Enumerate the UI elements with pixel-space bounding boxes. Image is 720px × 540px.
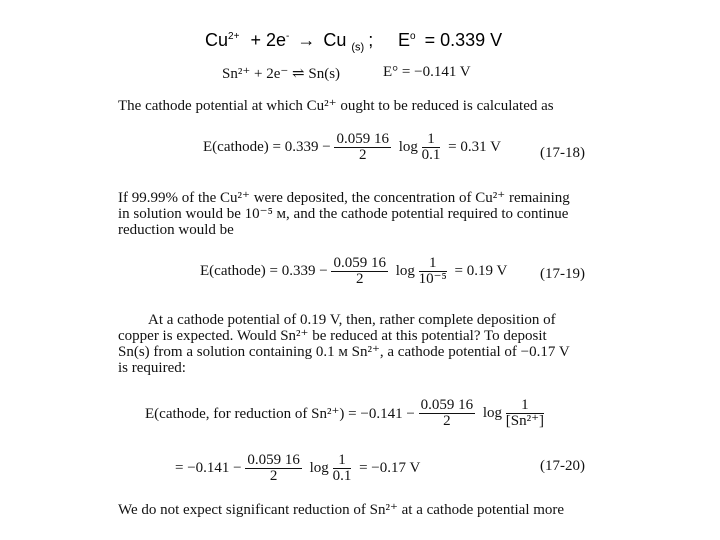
product-state: (s) xyxy=(351,41,365,54)
log-numerator: 1 xyxy=(422,132,441,148)
eq-lhs: E(cathode) = 0.339 − xyxy=(200,263,328,279)
eq-lhs: E(cathode) = 0.339 − xyxy=(203,139,331,155)
log-operator: log xyxy=(395,263,415,279)
log-numerator: 1 xyxy=(333,453,352,469)
fraction-numerator: 0.059 16 xyxy=(333,255,386,271)
header-potential xyxy=(398,30,502,51)
electron-charge: - xyxy=(285,31,290,42)
fraction-denominator: 2 xyxy=(269,468,278,484)
equation-number-17-19: (17-19) xyxy=(540,266,585,282)
paragraph-3-line-2: copper is expected. Would Sn²⁺ be reduced at this potential? To deposit xyxy=(118,328,547,344)
equation-number-17-20: (17-20) xyxy=(540,458,585,474)
eq-lhs: = −0.141 − xyxy=(175,460,242,476)
log-operator: log xyxy=(309,460,329,476)
fraction-numerator: 0.059 16 xyxy=(336,131,389,147)
cu-charge: 2+ xyxy=(228,31,240,42)
e-value: = 0.339 V xyxy=(424,30,503,50)
coefficient-fraction xyxy=(331,256,388,287)
log-denominator: 10⁻⁵ xyxy=(418,271,447,287)
product-symbol: Cu xyxy=(323,30,347,50)
paragraph-2-line-3: reduction would be xyxy=(118,222,234,238)
log-denominator: [Sn²⁺] xyxy=(505,413,544,429)
semicolon: ; xyxy=(368,30,374,50)
eq-lhs: E(cathode, for reduction of Sn²⁺) = −0.141 − xyxy=(145,406,415,422)
eq-result: = 0.31 V xyxy=(448,139,501,155)
paragraph-2-line-1: If 99.99% of the Cu²⁺ were deposited, the concentration of Cu²⁺ remaining xyxy=(118,190,570,206)
equation-number-17-18: (17-18) xyxy=(540,145,585,161)
coefficient-fraction xyxy=(334,132,391,163)
eq-result: = 0.19 V xyxy=(454,263,508,279)
cu-symbol: Cu xyxy=(205,30,229,50)
arrow-icon: → xyxy=(297,30,316,50)
equation-17-18 xyxy=(203,132,501,163)
coefficient-fraction xyxy=(245,453,302,484)
sn-reaction-equation: Sn²⁺ + 2e⁻ ⇌ Sn(s) xyxy=(222,66,341,82)
log-denominator: 0.1 xyxy=(421,147,441,163)
log-denominator: 0.1 xyxy=(332,468,352,484)
log-operator: log xyxy=(398,139,418,155)
paragraph-3-line-3: Sn(s) from a solution containing 0.1 м Sn²⁺, a cathode potential of −0.17 V xyxy=(118,344,570,360)
eq-result: = −0.17 V xyxy=(359,460,421,476)
equation-17-20 xyxy=(175,453,420,484)
header-reaction xyxy=(205,30,374,54)
fraction-numerator: 0.059 16 xyxy=(420,397,474,413)
e-symbol: E xyxy=(398,30,411,50)
log-fraction xyxy=(333,453,352,484)
log-numerator: 1 xyxy=(419,256,447,272)
log-numerator: 1 xyxy=(506,398,544,414)
equation-sn-general xyxy=(145,398,544,429)
fraction-numerator: 0.059 16 xyxy=(247,452,300,468)
paragraph-1: The cathode potential at which Cu²⁺ ought to be reduced is calculated as xyxy=(118,98,554,114)
coefficient-fraction xyxy=(419,398,476,429)
log-fraction xyxy=(419,256,447,287)
fraction-denominator: 2 xyxy=(358,147,367,163)
fraction-denominator: 2 xyxy=(355,271,364,287)
equation-17-19 xyxy=(200,256,507,287)
paragraph-2-line-2: in solution would be 10⁻⁵ м, and the cathode potential required to continue xyxy=(118,206,569,222)
paragraph-3-line-1: At a cathode potential of 0.19 V, then, rather complete deposition of xyxy=(148,312,556,328)
log-fraction xyxy=(422,132,441,163)
paragraph-3-line-4: is required: xyxy=(118,360,186,376)
fraction-denominator: 2 xyxy=(443,413,451,429)
log-fraction xyxy=(506,398,544,429)
paragraph-4: We do not expect significant reduction of Sn²⁺ at a cathode potential more xyxy=(118,502,565,518)
e-standard-mark: o xyxy=(410,31,416,42)
electrons: + 2e xyxy=(250,30,286,50)
sn-reaction-potential: E° = −0.141 V xyxy=(383,64,471,80)
log-operator: log xyxy=(482,405,502,421)
